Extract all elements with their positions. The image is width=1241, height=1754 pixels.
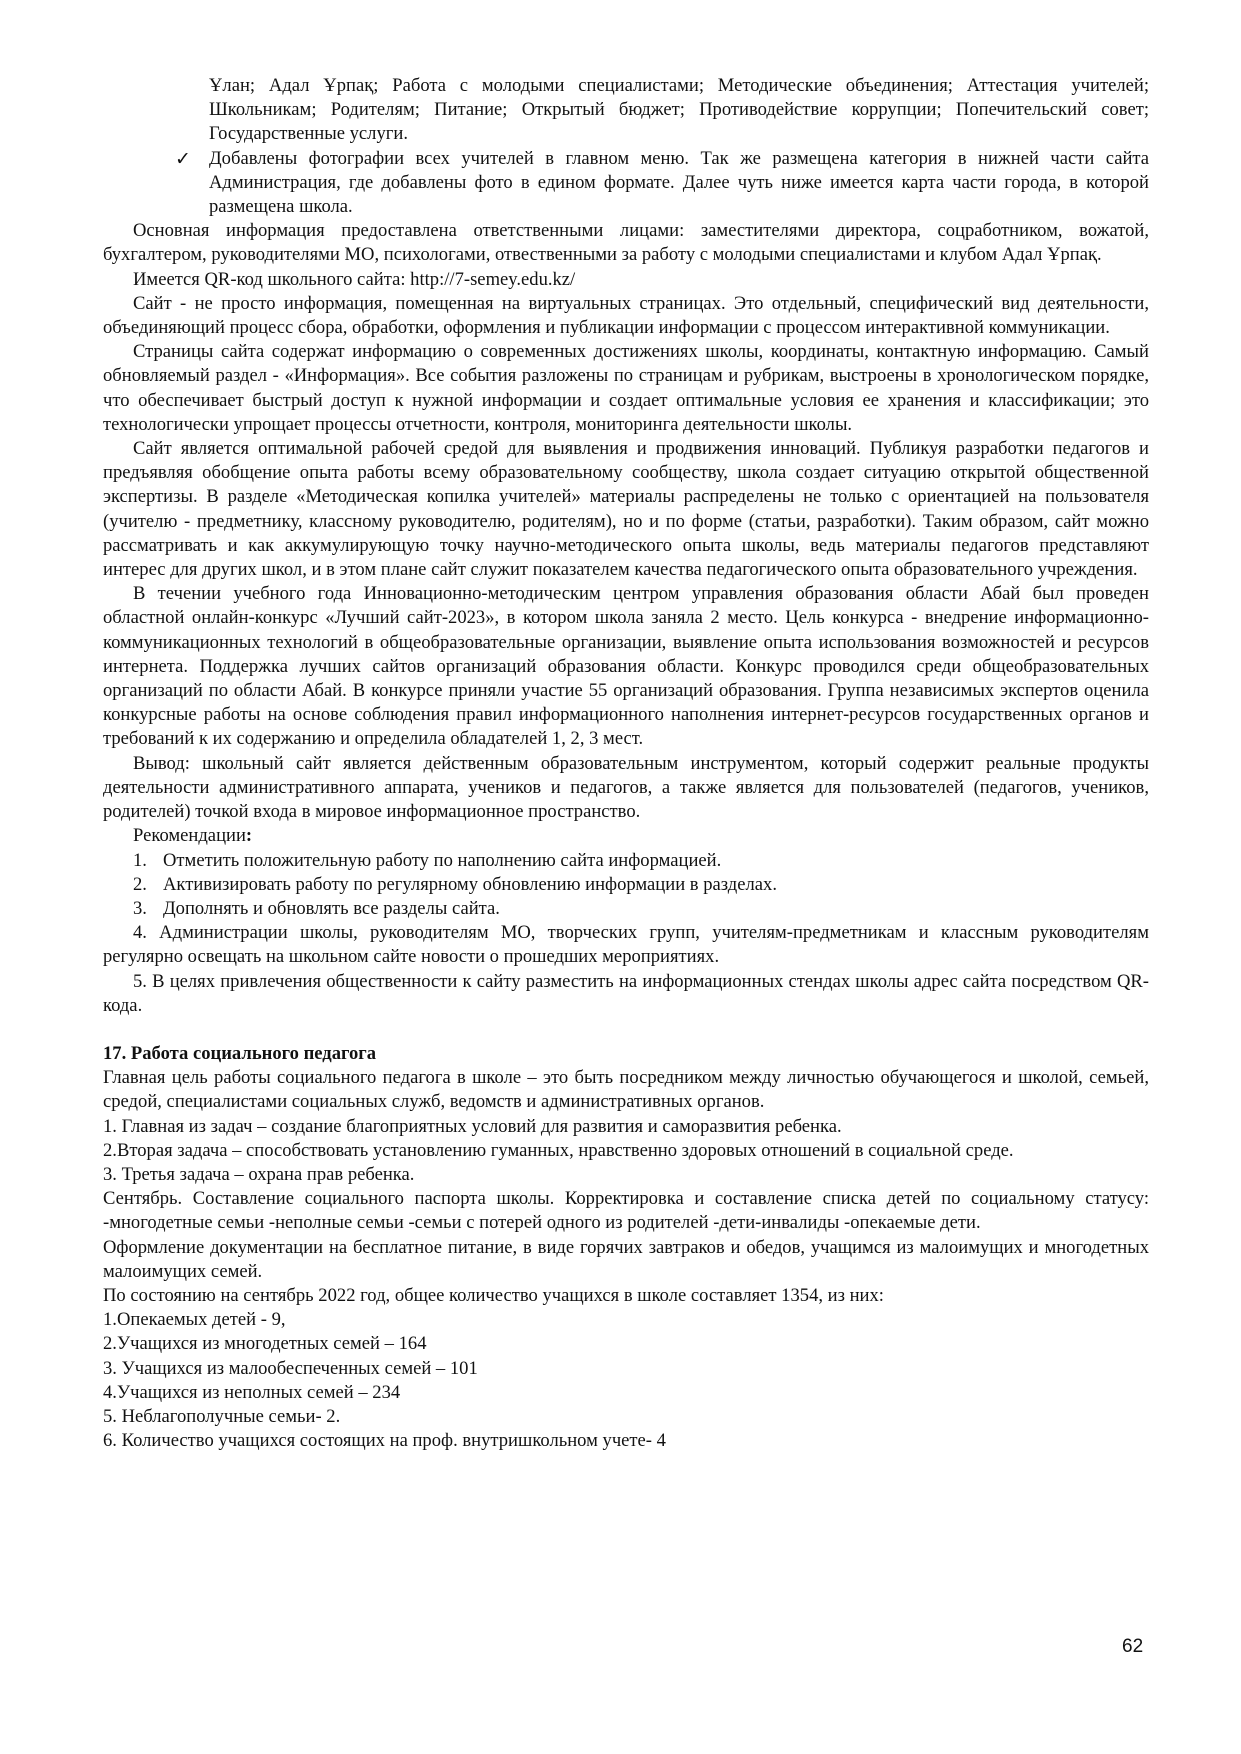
section-17-heading: 17. Работа социального педагога: [103, 1042, 377, 1064]
recommendation-number: 3.: [133, 897, 147, 919]
paragraph-conclusion: Вывод: школьный сайт является действенным образовательным инструментом, который содержит реальные продукты деятельности административного аппарата, учеников и педагогов, а также является для пользователей (педагогов, учеников, родителей) точкой входа в мировое информационное пространство.: [103, 752, 1149, 823]
checkmark-icon: ✓: [175, 147, 191, 170]
recommendation-item: [103, 873, 1149, 897]
section-17-line: 1. Главная из задач – создание благоприятных условий для развития и саморазвития ребенка.: [103, 1115, 842, 1137]
section-17-line: 6. Количество учащихся состоящих на проф. внутришкольном учете- 4: [103, 1430, 666, 1452]
recommendation-number: 1.: [133, 849, 147, 871]
paragraph-qr-code: Имеется QR-код школьного сайта: http://7-semey.edu.kz/: [133, 268, 576, 290]
section-17-line: Оформление документации на бесплатное питание, в виде горячих завтраков и обедов, учащимся из малоимущих и многодетных малоимущих семей.: [103, 1236, 1149, 1282]
recommendations-title: Рекомендации: [133, 825, 246, 847]
bullet-photos-text: Добавлены фотографии всех учителей в главном меню. Так же размещена категория в нижней части сайта Администрация, где добавлены фото в едином формате. Далее чуть ниже имеется карта части города, в которой размещена школа.: [209, 147, 1149, 218]
section-spacer: [103, 1018, 1149, 1042]
paragraph-contest: В течении учебного года Инновационно-методическим центром управления образования области Абай был проведен областной онлайн-конкурс «Лучший сайт-2023», в котором школа заняла 2 место. Цель конкурса - внедрение информационно-коммуникационных технологий в общеобразовательные организации, выявление опыта использования возможностей и ресурсов интернета. Поддержка лучших сайтов организаций образования области. Конкурс проводился среди общеобразовательных организаций по области Абай. В конкурсе приняли участие 55 организаций образования. Группа независимых экспертов оценила конкурсные работы на основе соблюдения правил информационного наполнения интернет-ресурсов государственных органов и требований к их содержанию и определила обладателей 1, 2, 3 мест.: [103, 583, 1149, 750]
section-17-line: 2.Вторая задача – способствовать установлению гуманных, нравственно здоровых отношений в социальной среде.: [103, 1139, 1014, 1161]
section-17-line: Главная цель работы социального педагога в школе – это быть посредником между личностью обучающегося и школой, семьей, средой, специалистами социальных служб, ведомств и административных органов.: [103, 1067, 1149, 1113]
recommendation-item: [103, 849, 1149, 873]
recommendations-heading: [103, 824, 1149, 848]
section-17-line: По состоянию на сентябрь 2022 год, общее количество учащихся в школе составляет 1354, из них:: [103, 1284, 884, 1306]
page-number: 62: [1122, 1636, 1144, 1657]
section-17-line: 3. Учащихся из малообеспеченных семей – 101: [103, 1357, 478, 1379]
bullet-continuation: Ұлан; Адал Ұрпақ; Работа с молодыми специалистами; Методические объединения; Аттестация учителей; Школьникам; Родителям; Питание; Открытый бюджет; Противодействие коррупции; Попечительский совет; Государственные услуги.: [209, 75, 1149, 145]
document-page: [103, 74, 1149, 1453]
section-17-line: 4.Учащихся из неполных семей – 234: [103, 1381, 401, 1403]
section-17-line: 1.Опекаемых детей - 9,: [103, 1309, 286, 1331]
recommendation-item-5: 5. В целях привлечения общественности к сайту разместить на информационных стендах школы адрес сайта посредством QR-кода.: [103, 970, 1149, 1016]
recommendation-text: Активизировать работу по регулярному обновлению информации в разделах.: [163, 873, 777, 895]
paragraph-site-definition: Сайт - не просто информация, помещенная на виртуальных страницах. Это отдельный, специфический вид деятельности, объединяющий процесс сбора, обработки, оформления и публикации информации с процессом интерактивной коммуникации.: [103, 292, 1149, 339]
recommendations-colon: :: [245, 825, 253, 847]
bullet-photos: [103, 147, 1149, 220]
section-17-line: Сентябрь. Составление социального паспорта школы. Корректировка и составление списка детей по социальному статусу: -многодетные семьи -неполные семьи -семьи с потерей одного из родителей -дети-инвалиды -опекаемые дети.: [103, 1188, 1149, 1234]
recommendation-text: Дополнять и обновлять все разделы сайта.: [163, 897, 500, 919]
section-17-line: 5. Неблагополучные семьи- 2.: [103, 1405, 341, 1427]
recommendation-item-4: 4. Администрации школы, руководителям МО, творческих групп, учителям-предметникам и классным руководителям регулярно освещать на школьном сайте новости о прошедших мероприятиях.: [103, 922, 1149, 968]
section-17-line: 2.Учащихся из многодетных семей – 164: [103, 1333, 427, 1355]
recommendation-number: 2.: [133, 873, 147, 895]
paragraph-site-pages: Страницы сайта содержат информацию о современных достижениях школы, координаты, контактную информацию. Самый обновляемый раздел - «Информация». Все события разложены по страницам и рубрикам, выстроены в хронологическом порядке, что обеспечивает быстрый доступ к нужной информации и создает оптимальные условия ее хранения и классификации; это технологически упрощает процессы отчетности, контроля, мониторинга деятельности школы.: [103, 341, 1149, 435]
paragraph-innovations: Сайт является оптимальной рабочей средой для выявления и продвижения инноваций. Публикуя разработки педагогов и предъявляя обобщение опыта работы всему образовательному сообществу, школа создает ситуацию открытой общественной экспертизы. В разделе «Методическая копилка учителей» материалы распределены не только с ориентацией на пользователя (учителю - предметнику, классному руководителю, родителям), но и по форме (статьи, разработки). Таким образом, сайт можно рассматривать и как аккумулирующую точку научно-методического опыта школы, ведь материалы педагогов представляют интерес для других школ, и в этом плане сайт служит показателем качества педагогического опыта образовательного учреждения.: [103, 438, 1149, 581]
recommendation-item: [103, 897, 1149, 921]
section-17-line: 3. Третья задача – охрана прав ребенка.: [103, 1163, 415, 1185]
paragraph-responsible: Основная информация предоставлена ответственными лицами: заместителями директора, соцработником, вожатой, бухгалтером, руководителями МО, психологами, отвественными за работу с молодыми специалистами и клубом Адал Ұрпақ.: [103, 220, 1149, 266]
recommendation-text: Отметить положительную работу по наполнению сайта информацией.: [163, 849, 722, 871]
